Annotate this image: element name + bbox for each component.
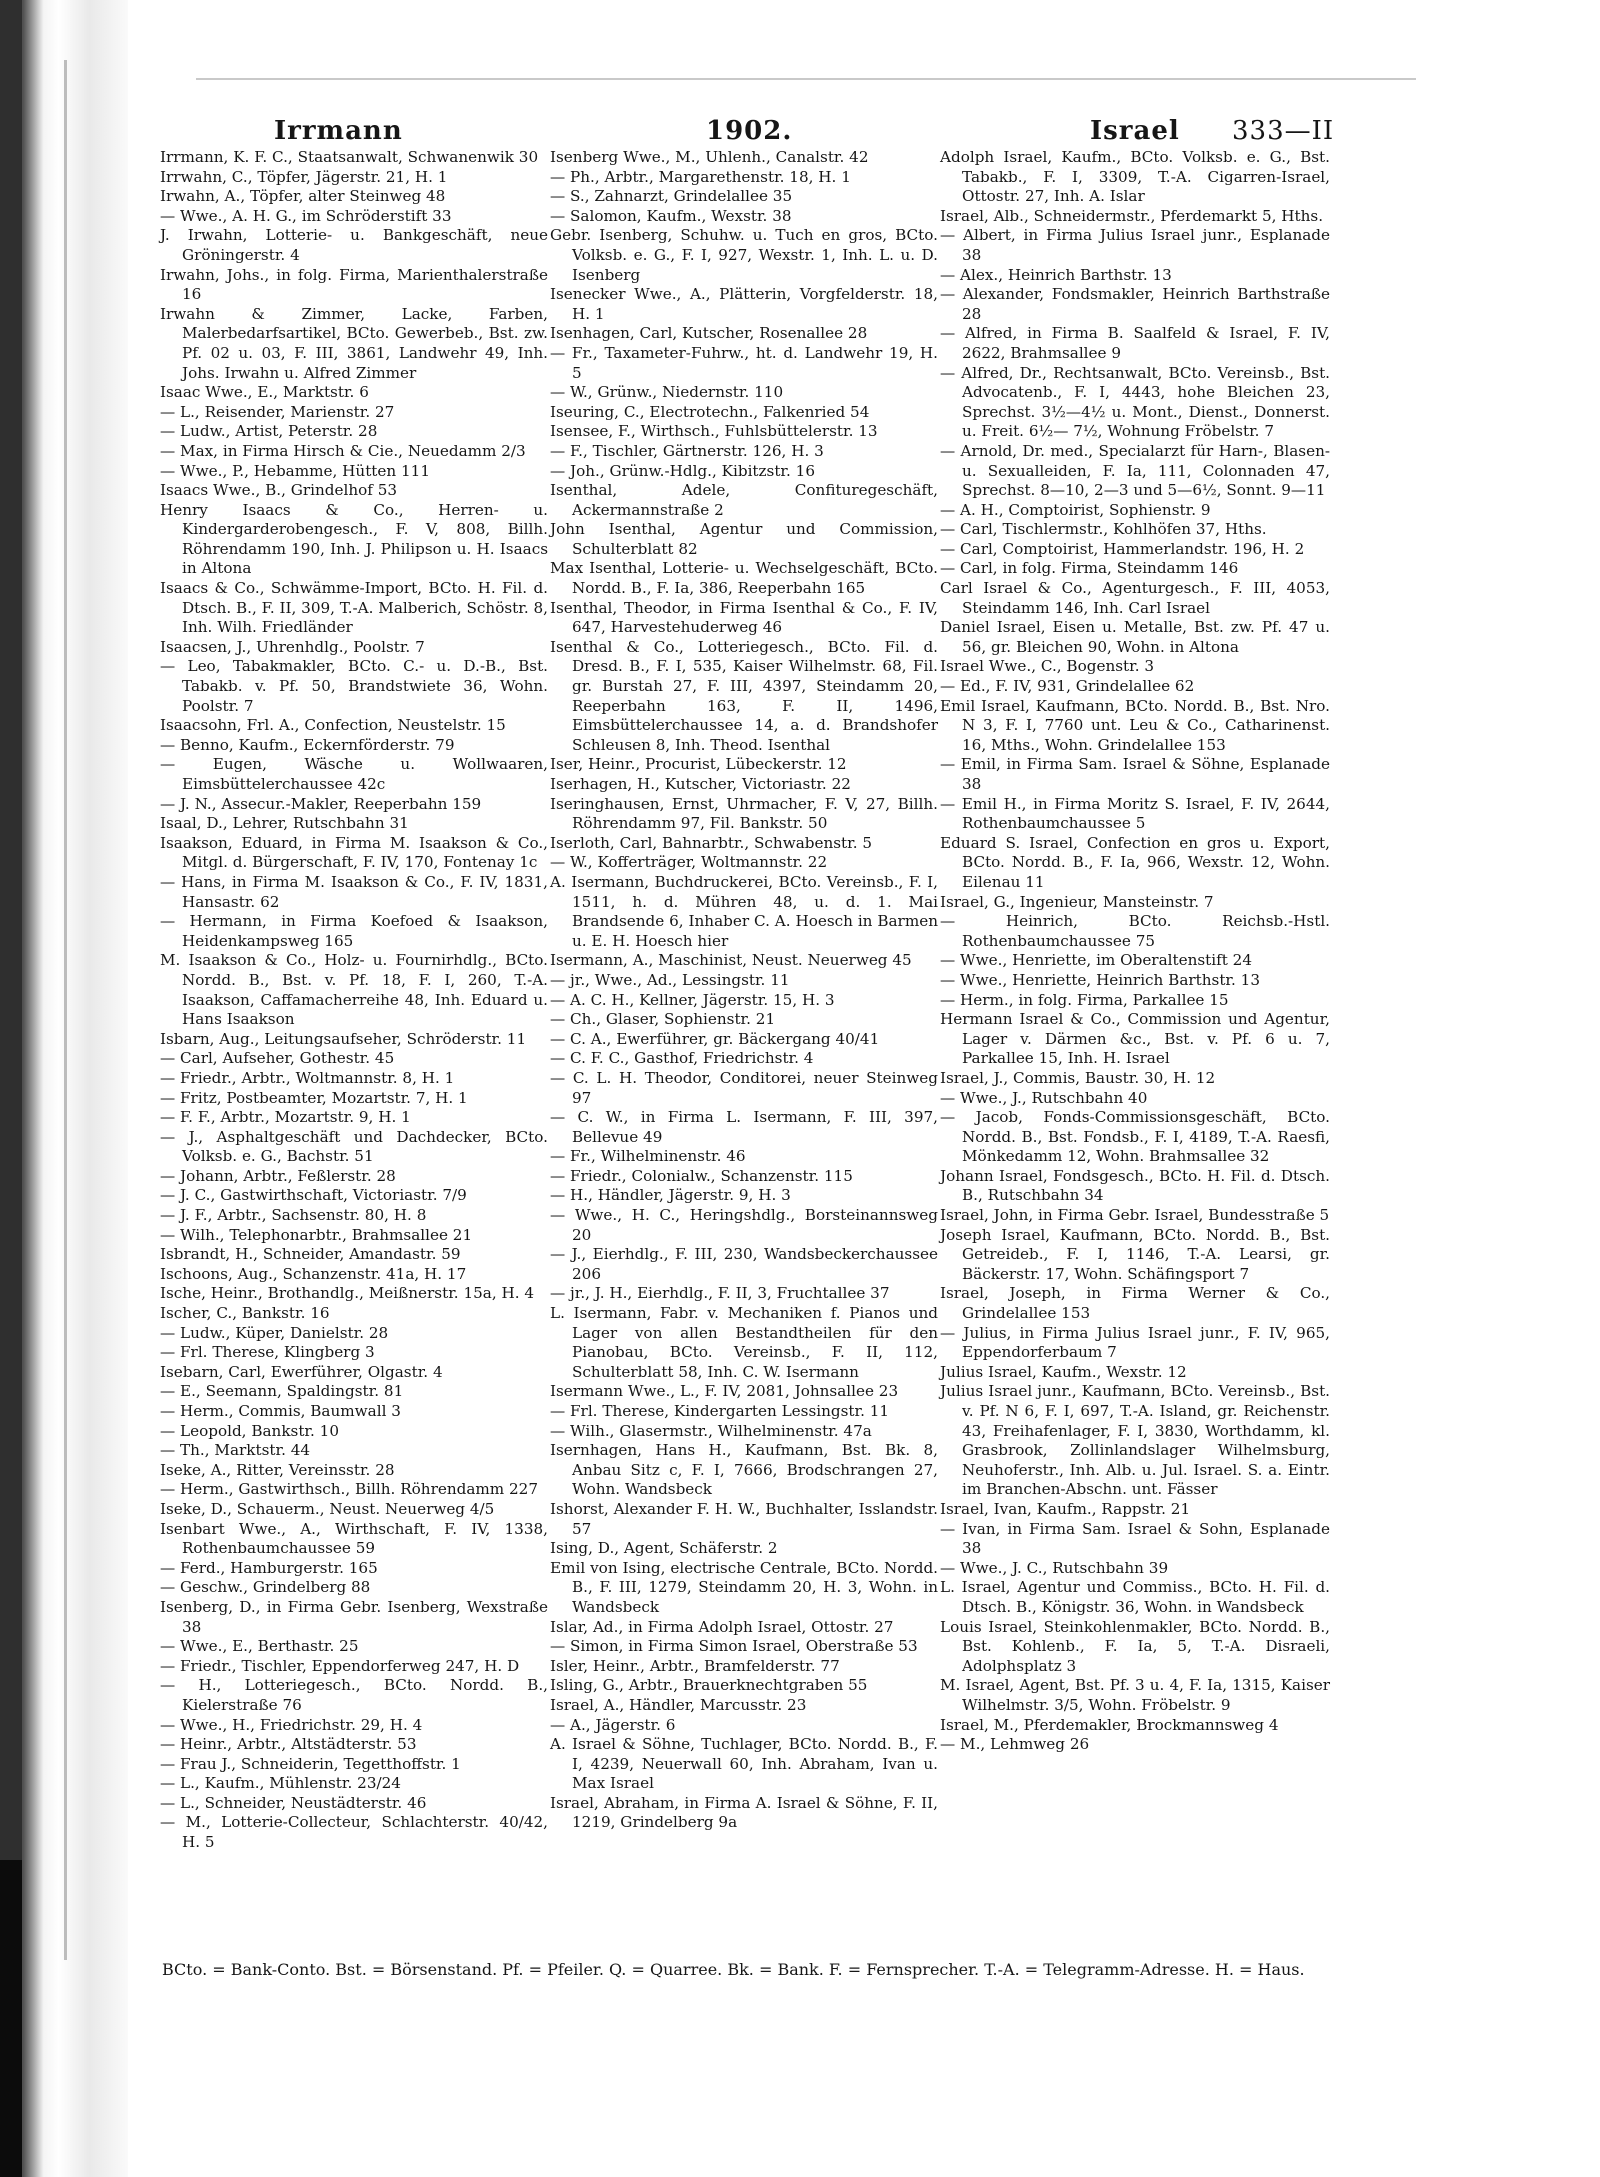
- directory-entry: — Heinr., Arbtr., Altstädterstr. 53: [160, 1735, 417, 1754]
- directory-entry: — L., Kaufm., Mühlenstr. 23/24: [160, 1774, 401, 1793]
- directory-entry: Israel, J., Commis, Baustr. 30, H. 12: [940, 1068, 1216, 1087]
- directory-entry: Ischoons, Aug., Schanzenstr. 41a, H. 17: [160, 1264, 467, 1283]
- directory-entry: Daniel Israel, Eisen u. Metalle, Bst. zw. Pf. 47 u. 56, gr. Bleichen 90, Wohn. in Altona: [940, 618, 1330, 656]
- running-head-left: Irrmann: [274, 116, 403, 146]
- directory-entry: — C. A., Ewerführer, gr. Bäckergang 40/41: [550, 1029, 880, 1048]
- binding-rail: [0, 0, 22, 1860]
- directory-entry: Hermann Israel & Co., Commission und Agentur, Lager v. Därmen &c., Bst. v. Pf. 6 u. 7, Parkallee 15, Inh. H. Israel: [940, 1010, 1330, 1068]
- page-fold: [64, 60, 67, 1960]
- directory-entry: — E., Seemann, Spaldingstr. 81: [160, 1382, 404, 1401]
- directory-entry: Carl Israel & Co., Agenturgesch., F. III, 4053, Steindamm 146, Inh. Carl Israel: [940, 579, 1330, 617]
- directory-entry: Louis Israel, Steinkohlenmakler, BCto. Nordd. B., Bst. Kohlenb., F. Ia, 5, T.-A. Disraeli, Adolphsplatz 3: [940, 1617, 1330, 1675]
- directory-entry: — Carl, Tischlermstr., Kohlhöfen 37, Hths.: [940, 520, 1267, 539]
- top-rule: [196, 78, 1416, 80]
- directory-entry: Isenberg Wwe., M., Uhlenh., Canalstr. 42: [550, 148, 869, 166]
- directory-entry: Isaakson, Eduard, in Firma M. Isaakson & Co., Mitgl. d. Bürgerschaft, F. IV, 170, Fontenay 1c: [160, 833, 548, 872]
- column-3: [940, 148, 1330, 1755]
- directory-entry: — Alex., Heinrich Barthstr. 13: [940, 265, 1172, 284]
- directory-entry: — S., Zahnarzt, Grindelallee 35: [550, 187, 793, 206]
- directory-entry: — Fr., Taxameter-Fuhrw., ht. d. Landwehr 19, H. 5: [550, 343, 938, 382]
- directory-entry: Isenthal & Co., Lotteriegesch., BCto. Fil. d. Dresd. B., F. I, 535, Kaiser Wilhelmstr. 68, Fil. gr. Burstah 27, F. III, 4397, Steindamm 20, Reeperbahn 163, F. II, 1496, Eimsbüttelerchaussee 14, a. d. Brandshofer Schleusen 8, Inh. Theod. Isenthal: [550, 637, 938, 754]
- book-binding: [0, 0, 128, 2177]
- directory-entry: Max Isenthal, Lotterie- u. Wechselgeschäft, BCto. Nordd. B., F. Ia, 386, Reeperbahn 165: [550, 559, 938, 598]
- directory-entry: Israel, John, in Firma Gebr. Israel, Bundesstraße 5: [940, 1206, 1330, 1225]
- directory-entry: — Herm., Gastwirthsch., Billh. Röhrendamm 227: [160, 1480, 538, 1499]
- directory-entry: — Wilh., Telephonarbtr., Brahmsallee 21: [160, 1225, 473, 1244]
- directory-entry: Isenecker Wwe., A., Plätterin, Vorgfelderstr. 18, H. 1: [550, 285, 938, 323]
- directory-entry: Isebarn, Carl, Ewerführer, Olgastr. 4: [160, 1362, 443, 1381]
- directory-entry: — Wwe., J. C., Rutschbahn 39: [940, 1558, 1169, 1577]
- directory-entry: Iser, Heinr., Procurist, Lübeckerstr. 12: [550, 755, 847, 774]
- directory-entry: Isermann Wwe., L., F. IV, 2081, Johnsallee 23: [550, 1382, 899, 1401]
- directory-entry: Johann Israel, Fondsgesch., BCto. H. Fil. d. Dtsch. B., Rutschbahn 34: [940, 1166, 1330, 1205]
- directory-entry: — Simon, in Firma Simon Israel, Oberstraße 53: [550, 1637, 918, 1656]
- directory-entry: Irwahn, Johs., in folg. Firma, Marienthalerstraße 16: [160, 265, 548, 304]
- directory-entry: — Ch., Glaser, Sophienstr. 21: [550, 1010, 776, 1029]
- directory-entry: — Wwe., P., Hebamme, Hütten 111: [160, 461, 430, 480]
- directory-entry: — Emil, in Firma Sam. Israel & Söhne, Esplanade 38: [940, 755, 1330, 793]
- directory-entry: Ische, Heinr., Brothandlg., Meißnerstr. 15a, H. 4: [160, 1284, 535, 1303]
- directory-entry: J. Irwahn, Lotterie- u. Bankgeschäft, neue Gröningerstr. 4: [160, 226, 548, 264]
- directory-entry: — M., Lotterie-Collecteur, Schlachterstr. 40/42, H. 5: [160, 1813, 548, 1852]
- directory-entry: L. Israel, Agentur und Commiss., BCto. H. Fil. d. Dtsch. B., Königstr. 36, Wohn. in Wandsbeck: [940, 1578, 1330, 1616]
- directory-entry: — Ludw., Küper, Danielstr. 28: [160, 1323, 389, 1342]
- directory-entry: Isensee, F., Wirthsch., Fuhlsbüttelerstr. 13: [550, 422, 878, 441]
- directory-entry: — L., Reisender, Marienstr. 27: [160, 402, 395, 421]
- directory-entry: — Leopold, Bankstr. 10: [160, 1421, 340, 1440]
- directory-entry: — C. L. H. Theodor, Conditorei, neuer Steinweg 97: [550, 1068, 938, 1107]
- directory-entry: — Hans, in Firma M. Isaakson & Co., F. IV, 1831, Hansastr. 62: [160, 872, 548, 911]
- directory-entry: — Carl, Aufseher, Gothestr. 45: [160, 1049, 395, 1068]
- directory-entry: — Eugen, Wäsche u. Wollwaaren, Eimsbüttelerchaussee 42c: [160, 755, 548, 793]
- directory-entry: — Ph., Arbtr., Margarethenstr. 18, H. 1: [550, 167, 851, 186]
- directory-entry: Islar, Ad., in Firma Adolph Israel, Ottostr. 27: [550, 1617, 894, 1636]
- directory-entry: — C. F. C., Gasthof, Friedrichstr. 4: [550, 1049, 814, 1068]
- directory-entry: Isermann, A., Maschinist, Neust. Neuerweg 45: [550, 951, 912, 970]
- directory-entry: Isaac Wwe., E., Marktstr. 6: [160, 383, 369, 402]
- directory-entry: Isaacsen, J., Uhrenhdlg., Poolstr. 7: [160, 637, 425, 656]
- directory-entry: Ischer, C., Bankstr. 16: [160, 1304, 330, 1323]
- directory-entry: L. Isermann, Fabr. v. Mechaniken f. Pianos und Lager von allen Bestandtheilen für den Pianobau, BCto. Vereinsb., F. II, 112, Schulterblatt 58, Inh. C. W. Isermann: [550, 1304, 938, 1381]
- directory-entry: A. Isermann, Buchdruckerei, BCto. Vereinsb., F. I, 1511, h. d. Mühren 48, u. d. 1. Mai Brandsende 6, Inhaber C. A. Hoesch in Barmen u. E. H. Hoesch hier: [550, 872, 938, 950]
- page-number: 333—II: [1232, 116, 1335, 146]
- directory-entry: Isenthal, Theodor, in Firma Isenthal & Co., F. IV, 647, Harvestehuderweg 46: [550, 598, 938, 637]
- directory-entry: Isaacsohn, Frl. A., Confection, Neustelstr. 15: [160, 716, 506, 735]
- directory-entry: — Friedr., Arbtr., Woltmannstr. 8, H. 1: [160, 1068, 455, 1087]
- directory-entry: — Alfred, Dr., Rechtsanwalt, BCto. Vereinsb., Bst. Advocatenb., F. I, 4443, hohe Bleichen 23, Sprechst. 3½—4½ u. Mont., Dienst., Donnerst. u. Freit. 6½— 7½, Wohnung Fröbelstr. 7: [940, 363, 1330, 441]
- directory-entry: — Johann, Arbtr., Feßlerstr. 28: [160, 1166, 396, 1185]
- directory-entry: — F., Tischler, Gärtnerstr. 126, H. 3: [550, 441, 824, 460]
- directory-entry: — C. W., in Firma L. Isermann, F. III, 397, Bellevue 49: [550, 1108, 938, 1146]
- directory-entry: Iserhagen, H., Kutscher, Victoriastr. 22: [550, 775, 851, 793]
- directory-entry: — W., Grünw., Niedernstr. 110: [550, 383, 784, 402]
- directory-entry: Isenhagen, Carl, Kutscher, Rosenallee 28: [550, 324, 868, 343]
- directory-entry: — Alexander, Fondsmakler, Heinrich Barthstraße 28: [940, 285, 1330, 323]
- directory-entry: Isbrandt, H., Schneider, Amandastr. 59: [160, 1245, 461, 1264]
- directory-entry: — Friedr., Colonialw., Schanzenstr. 115: [550, 1166, 853, 1185]
- directory-entry: — Wilh., Glasermstr., Wilhelminenstr. 47a: [550, 1421, 872, 1440]
- directory-entry: — Frau J., Schneiderin, Tegetthoffstr. 1: [160, 1754, 461, 1773]
- directory-entry: — Joh., Grünw.-Hdlg., Kibitzstr. 16: [550, 461, 816, 480]
- directory-entry: Israel, Alb., Schneidermstr., Pferdemarkt 5, Hths.: [940, 206, 1324, 225]
- running-head-year: 1902.: [706, 116, 793, 146]
- directory-entry: Israel, G., Ingenieur, Mansteinstr. 7: [940, 892, 1214, 911]
- directory-entry: Julius Israel junr., Kaufmann, BCto. Vereinsb., Bst. v. Pf. N 6, F. I, 697, T.-A. Island, gr. Reichenstr. 43, Freihafenlager, F. I, 3830, Worthdamm, kl. Grasbrook, Zollinlandslager Wilhelmsburg, Neuhoferstr., Inh. Alb. u. Jul. Israel. S. a. Eintr. im Branchen-Abschn. unt. Fässer: [940, 1382, 1330, 1499]
- directory-entry: — Geschw., Grindelberg 88: [160, 1578, 371, 1597]
- abbreviation-legend: BCto. = Bank-Conto. Bst. = Börsenstand. Pf. = Pfeiler. Q. = Quarree. Bk. = Bank. F. = Fernsprecher. T.-A. = Telegramm-Adresse. H. = Haus.: [162, 1960, 1305, 1979]
- directory-entry: — Alfred, in Firma B. Saalfeld & Israel, F. IV, 2622, Brahmsallee 9: [940, 324, 1330, 362]
- directory-entry: Israel Wwe., C., Bogenstr. 3: [940, 657, 1155, 676]
- directory-entry: Isaacs & Co., Schwämme-Import, BCto. H. Fil. d. Dtsch. B., F. II, 309, T.-A. Malberich, Schöstr. 8, Inh. Wilh. Friedländer: [160, 579, 548, 637]
- directory-entry: — J., Asphaltgeschäft und Dachdecker, BCto. Volksb. e. G., Bachstr. 51: [160, 1127, 548, 1166]
- directory-entry: — J., Eierhdlg., F. III, 230, Wandsbeckerchaussee 206: [550, 1245, 938, 1283]
- directory-entry: Julius Israel, Kaufm., Wexstr. 12: [940, 1362, 1187, 1381]
- directory-entry: M. Israel, Agent, Bst. Pf. 3 u. 4, F. Ia, 1315, Kaiser Wilhelmstr. 3/5, Wohn. Fröbelstr. 9: [940, 1676, 1330, 1714]
- directory-entry: Irrmann, K. F. C., Staatsanwalt, Schwanenwik 30: [160, 148, 539, 166]
- directory-entry: Isler, Heinr., Arbtr., Bramfelderstr. 77: [550, 1656, 840, 1675]
- directory-page: [128, 78, 1600, 2177]
- directory-entry: — A. H., Comptoirist, Sophienstr. 9: [940, 500, 1211, 519]
- directory-entry: — H., Lotteriegesch., BCto. Nordd. B., Kielerstraße 76: [160, 1676, 548, 1714]
- directory-entry: Gebr. Isenberg, Schuhw. u. Tuch en gros, BCto. Volksb. e. G., F. I, 927, Wexstr. 1, Inh. L. u. D. Isenberg: [550, 226, 938, 284]
- directory-entry: Adolph Israel, Kaufm., BCto. Volksb. e. G., Bst. Tabakb., F. I, 3309, T.-A. Cigarren-Israel, Ottostr. 27, Inh. A. Islar: [940, 148, 1330, 206]
- directory-entry: Eduard S. Israel, Confection en gros u. Export, BCto. Nordd. B., F. Ia, 966, Wexstr. 12, Wohn. Eilenau 11: [940, 833, 1330, 891]
- directory-entry: — Arnold, Dr. med., Specialarzt für Harn-, Blasen- u. Sexualleiden, F. Ia, 111, Colonnaden 47, Sprechst. 8—10, 2—3 und 5—6½, Sonnt. 9—11: [940, 441, 1330, 500]
- directory-entry: Irwahn, A., Töpfer, alter Steinweg 48: [160, 187, 446, 206]
- directory-entry: — Wwe., E., Berthastr. 25: [160, 1637, 359, 1656]
- directory-entry: Iseringhausen, Ernst, Uhrmacher, F. V, 27, Billh. Röhrendamm 97, Fil. Bankstr. 50: [550, 794, 938, 833]
- directory-entry: Henry Isaacs & Co., Herren- u. Kindergarderobengesch., F. V, 808, Billh. Röhrendamm 190, Inh. J. Philipson u. H. Isaacs in Altona: [160, 500, 548, 578]
- directory-entry: Iseke, A., Ritter, Vereinsstr. 28: [160, 1460, 395, 1479]
- directory-entry: Ishorst, Alexander F. H. W., Buchhalter, Isslandstr. 57: [550, 1499, 938, 1538]
- directory-entry: — jr., Wwe., Ad., Lessingstr. 11: [550, 970, 790, 989]
- column-2: [550, 148, 938, 1833]
- directory-entry: Irrwahn, C., Töpfer, Jägerstr. 21, H. 1: [160, 167, 448, 186]
- directory-entry: Isling, G., Arbtr., Brauerknechtgraben 55: [550, 1676, 868, 1695]
- directory-entry: Irwahn & Zimmer, Lacke, Farben, Malerbedarfsartikel, BCto. Gewerbeb., Bst. zw. Pf. 02 u. 03, F. III, 3861, Landwehr 49, Inh. Johs. Irwahn u. Alfred Zimmer: [160, 304, 548, 382]
- directory-entry: — Frl. Therese, Klingberg 3: [160, 1343, 375, 1362]
- directory-entry: — Herm., in folg. Firma, Parkallee 15: [940, 990, 1229, 1009]
- directory-entry: Isaal, D., Lehrer, Rutschbahn 31: [160, 814, 409, 833]
- directory-entry: — Wwe., Henriette, Heinrich Barthstr. 13: [940, 970, 1260, 989]
- directory-entry: Israel, A., Händler, Marcusstr. 23: [550, 1695, 807, 1714]
- directory-entry: — Ed., F. IV, 931, Grindelallee 62: [940, 677, 1195, 696]
- directory-entry: — Wwe., A. H. G., im Schröderstift 33: [160, 206, 452, 225]
- directory-entry: — W., Kofferträger, Woltmannstr. 22: [550, 853, 828, 872]
- directory-entry: — Fritz, Postbeamter, Mozartstr. 7, H. 1: [160, 1088, 468, 1107]
- directory-entry: — Emil H., in Firma Moritz S. Israel, F. IV, 2644, Rothenbaumchaussee 5: [940, 794, 1330, 833]
- directory-entry: — Ludw., Artist, Peterstr. 28: [160, 422, 378, 441]
- directory-entry: — Wwe., J., Rutschbahn 40: [940, 1088, 1148, 1107]
- directory-entry: Emil von Ising, electrische Centrale, BCto. Nordd. B., F. III, 1279, Steindamm 20, H. 3, Wohn. in Wandsbeck: [550, 1558, 938, 1616]
- directory-entry: — Ferd., Hamburgerstr. 165: [160, 1558, 378, 1577]
- directory-entry: — Wwe., H. C., Heringshdlg., Borsteinannsweg 20: [550, 1206, 938, 1244]
- directory-entry: Isenberg, D., in Firma Gebr. Isenberg, Wexstraße 38: [160, 1597, 548, 1636]
- directory-entry: — Heinrich, BCto. Reichsb.-Hstl. Rothenbaumchaussee 75: [940, 912, 1330, 950]
- directory-entry: Israel, Joseph, in Firma Werner & Co., Grindelallee 153: [940, 1284, 1330, 1323]
- directory-entry: Isernhagen, Hans H., Kaufmann, Bst. Bk. 8, Anbau Sitz c, F. I, 7666, Brodschrangen 27, Wohn. Wandsbeck: [550, 1441, 938, 1499]
- directory-entry: Isenthal, Adele, Confituregeschäft, Ackermannstraße 2: [550, 481, 938, 519]
- directory-entry: — Julius, in Firma Julius Israel junr., F. IV, 965, Eppendorferbaum 7: [940, 1323, 1330, 1362]
- directory-entry: — Herm., Commis, Baumwall 3: [160, 1402, 401, 1420]
- directory-entry: — Th., Marktstr. 44: [160, 1441, 311, 1460]
- directory-entry: — Salomon, Kaufm., Wexstr. 38: [550, 206, 792, 225]
- directory-entry: — Carl, in folg. Firma, Steindamm 146: [940, 559, 1239, 578]
- directory-entry: Emil Israel, Kaufmann, BCto. Nordd. B., Bst. Nro. N 3, F. I, 7760 unt. Leu & Co., Catharinenst. 16, Mths., Wohn. Grindelallee 153: [940, 696, 1330, 754]
- directory-entry: — Albert, in Firma Julius Israel junr., Esplanade 38: [940, 226, 1330, 264]
- directory-entry: — J. F., Arbtr., Sachsenstr. 80, H. 8: [160, 1206, 427, 1225]
- directory-entry: Israel, Ivan, Kaufm., Rappstr. 21: [940, 1499, 1191, 1518]
- directory-entry: Iseuring, C., Electrotechn., Falkenried 54: [550, 402, 870, 421]
- directory-entry: — H., Händler, Jägerstr. 9, H. 3: [550, 1186, 791, 1205]
- directory-entry: Joseph Israel, Kaufmann, BCto. Nordd. B., Bst. Getreideb., F. I, 1146, T.-A. Learsi, gr. Bäckerstr. 17, Wohn. Schäfingsport 7: [940, 1225, 1330, 1283]
- directory-entry: — J. C., Gastwirthschaft, Victoriastr. 7/9: [160, 1186, 467, 1205]
- directory-entry: A. Israel & Söhne, Tuchlager, BCto. Nordd. B., F. I, 4239, Neuerwall 60, Inh. Abraham, Ivan u. Max Israel: [550, 1735, 938, 1793]
- directory-entry: — Wwe., H., Friedrichstr. 29, H. 4: [160, 1715, 423, 1734]
- directory-entry: Isenbart Wwe., A., Wirthschaft, F. IV, 1338, Rothenbaumchaussee 59: [160, 1519, 548, 1558]
- directory-entry: — F. F., Arbtr., Mozartstr. 9, H. 1: [160, 1108, 411, 1127]
- directory-entry: — Wwe., Henriette, im Oberaltenstift 24: [940, 951, 1252, 970]
- directory-entry: — Carl, Comptoirist, Hammerlandstr. 196, H. 2: [940, 539, 1305, 558]
- directory-entry: — Leo, Tabakmakler, BCto. C.- u. D.-B., Bst. Tabakb. v. Pf. 50, Brandstwiete 36, Wohn. Poolstr. 7: [160, 657, 548, 715]
- directory-entry: — Friedr., Tischler, Eppendorferweg 247, H. D: [160, 1656, 520, 1675]
- directory-entry: M. Isaakson & Co., Holz- u. Fournirhdlg., BCto. Nordd. B., Bst. v. Pf. 18, F. I, 260, T.-A. Isaakson, Caffamacherreihe 48, Inh. Eduard u. Hans Isaakson: [160, 951, 548, 1029]
- directory-entry: — Jacob, Fonds-Commissionsgeschäft, BCto. Nordd. B., Bst. Fondsb., F. I, 4189, T.-A. Raesfi, Mönkedamm 12, Wohn. Brahmsallee 32: [940, 1108, 1330, 1166]
- directory-entry: Israel, Abraham, in Firma A. Israel & Söhne, F. II, 1219, Grindelberg 9a: [550, 1793, 938, 1832]
- directory-entry: — Hermann, in Firma Koefoed & Isaakson, Heidenkampsweg 165: [160, 912, 548, 950]
- directory-entry: Ising, D., Agent, Schäferstr. 2: [550, 1539, 778, 1558]
- directory-entry: John Isenthal, Agentur und Commission, Schulterblatt 82: [550, 520, 938, 558]
- directory-entry: — jr., J. H., Eierhdlg., F. II, 3, Fruchtallee 37: [550, 1284, 890, 1303]
- directory-entry: — Benno, Kaufm., Eckernförderstr. 79: [160, 735, 455, 754]
- directory-entry: Isaacs Wwe., B., Grindelhof 53: [160, 481, 398, 500]
- directory-entry: Iseke, D., Schauerm., Neust. Neuerweg 4/5: [160, 1499, 495, 1518]
- directory-entry: — M., Lehmweg 26: [940, 1735, 1090, 1754]
- directory-entry: — L., Schneider, Neustädterstr. 46: [160, 1793, 427, 1812]
- directory-entry: — J. N., Assecur.-Makler, Reeperbahn 159: [160, 794, 482, 813]
- directory-entry: — A. C. H., Kellner, Jägerstr. 15, H. 3: [550, 990, 835, 1009]
- directory-entry: — A., Jägerstr. 6: [550, 1715, 676, 1734]
- directory-entry: Israel, M., Pferdemakler, Brockmannsweg 4: [940, 1715, 1279, 1734]
- directory-entry: — Fr., Wilhelminenstr. 46: [550, 1147, 746, 1166]
- directory-entry: — Ivan, in Firma Sam. Israel & Sohn, Esplanade 38: [940, 1519, 1330, 1558]
- directory-entry: Iserloth, Carl, Bahnarbtr., Schwabenstr. 5: [550, 833, 873, 852]
- directory-entry: Isbarn, Aug., Leitungsaufseher, Schröderstr. 11: [160, 1029, 527, 1048]
- directory-entry: — Max, in Firma Hirsch & Cie., Neuedamm 2/3: [160, 441, 526, 460]
- binding-rail-lower: [0, 1860, 22, 2177]
- directory-entry: — Frl. Therese, Kindergarten Lessingstr. 11: [550, 1402, 890, 1420]
- column-1: [160, 148, 548, 1853]
- running-head-right: Israel: [1090, 116, 1180, 146]
